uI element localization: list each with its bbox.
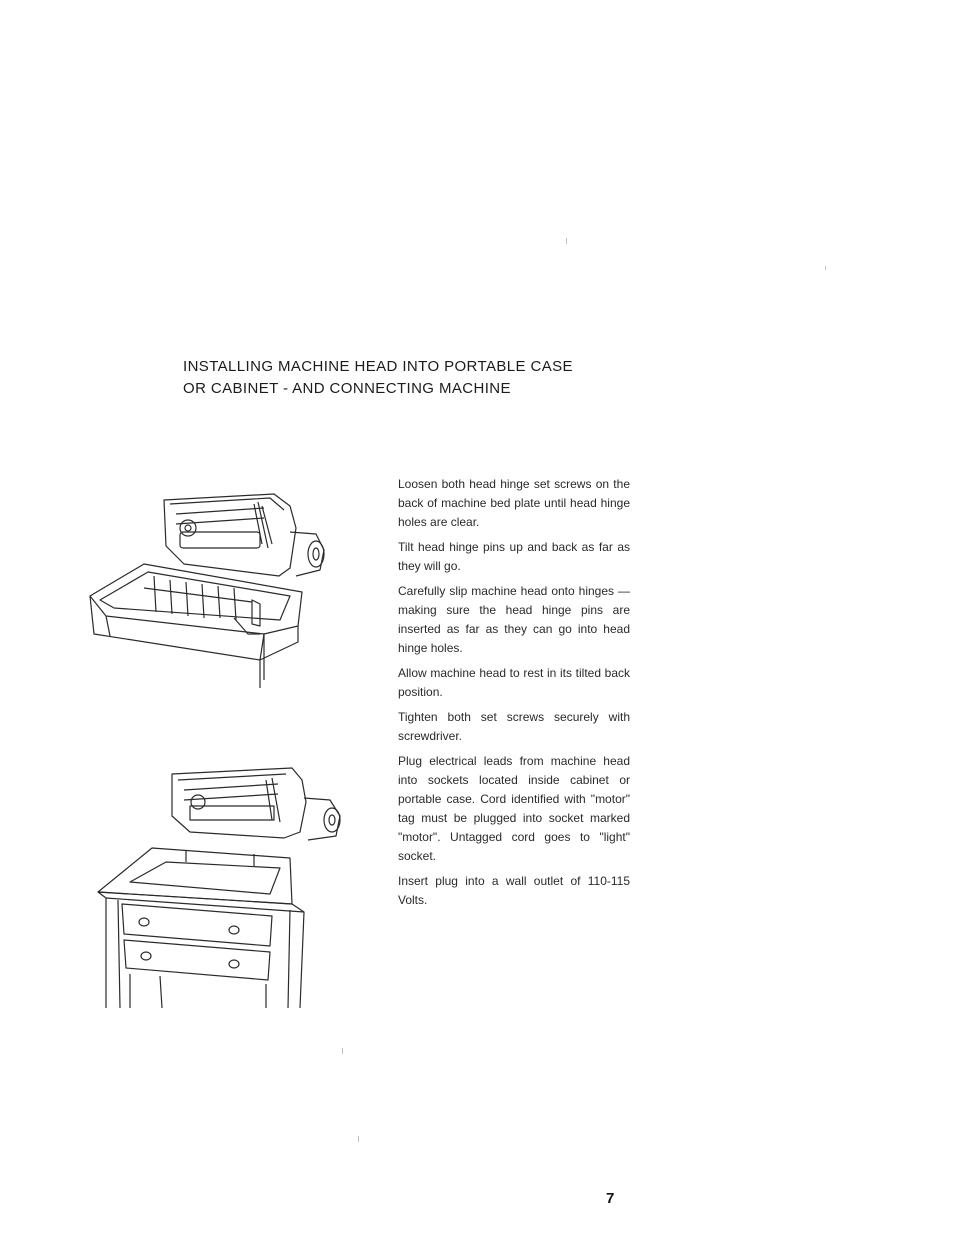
- page-number: 7: [606, 1190, 615, 1207]
- scan-speck: [358, 1136, 359, 1142]
- instructions: [398, 475, 630, 916]
- instruction-step-plug-leads: Plug electrical leads from machine head into sockets located inside cabinet or portable case. Cord identified with "motor" tag must be plugged into socket marked "motor". Untagged cord goes to "light" socket.: [398, 754, 630, 863]
- instruction-step-loosen-screws: Loosen both head hinge set screws on the back of machine bed plate until head hinge holes are clear.: [398, 477, 630, 529]
- page-title-line-1: INSTALLING MACHINE HEAD INTO PORTABLE CASE: [183, 358, 573, 375]
- instruction-step-tighten-screws: Tighten both set screws securely with screwdriver.: [398, 710, 630, 743]
- instruction-step-slip-head: Carefully slip machine head onto hinges — making sure the head hinge pins are inserted as far as they can go into head hinge holes.: [398, 584, 630, 655]
- scan-speck: [566, 238, 567, 244]
- instruction-step-tilt-pins: Tilt head hinge pins up and back as far as they will go.: [398, 540, 630, 573]
- instruction-step-wall-outlet: Insert plug into a wall outlet of 110-115 Volts.: [398, 874, 630, 907]
- machine-in-cabinet-illustration: [94, 762, 356, 1012]
- scan-speck: [342, 1048, 343, 1054]
- machine-in-portable-case-illustration: [84, 484, 346, 694]
- page-title-line-2: OR CABINET - AND CONNECTING MACHINE: [183, 380, 511, 397]
- scan-speck: [825, 266, 826, 270]
- instruction-step-rest-head: Allow machine head to rest in its tilted back position.: [398, 666, 630, 699]
- page-title: [183, 356, 653, 400]
